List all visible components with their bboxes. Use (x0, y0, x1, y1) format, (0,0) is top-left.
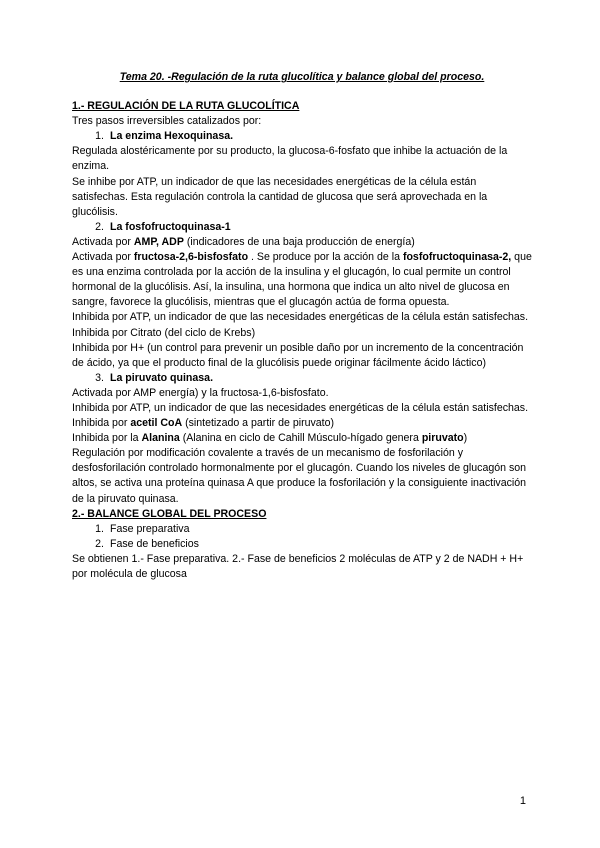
paragraph: Se inhibe por ATP, un indicador de que las necesidades energéticas de la célula están satisfechas. Esta regulación controla la cantidad de glucosa que será aprovechada en la glucólisis. (72, 175, 488, 218)
list-number: 1. (95, 130, 104, 143)
paragraph: Inhibida por H+ (un control para prevenir un posible daño por un incremento de la concentración de ácido, ya que el producto final de la glucólisis puede originar fácilmente ácido láctico) (72, 341, 524, 369)
section1-intro: Tres pasos irreversibles catalizados por: (72, 115, 262, 128)
section1-heading: 1.- REGULACIÓN DE LA RUTA GLUCOLÍTICA (72, 100, 300, 113)
list-label: Fase de beneficios (110, 537, 199, 550)
paragraph: Inhibida por la Alanina (Alanina en ciclo de Cahill Músculo-hígado genera piruvato) (72, 432, 468, 445)
list-item-piruvato-quinasa (72, 371, 532, 386)
paragraph: Se obtienen 1.- Fase preparativa. 2.- Fase de beneficios 2 moléculas de ATP y 2 de NADH + H+ por molécula de glucosa (72, 552, 524, 580)
list-number: 2. (95, 537, 104, 550)
paragraph: Activada por AMP, ADP (indicadores de una baja producción de energía) (72, 235, 415, 248)
paragraph: Regulación por modificación covalente a través de un mecanismo de fosforilación y desfosforilación controlado hormonalmente por el glucagón. Cuando los niveles de glucagón son altos, se activa una proteína quinasa A que produce la fosforilación y la consiguiente inactivación de la piruvato quinasa. (72, 447, 527, 505)
paragraph: Regulada alostéricamente por su producto, la glucosa-6-fosfato que inhibe la actuación de la enzima. (72, 145, 508, 173)
list-label: La enzima Hexoquinasa. (110, 130, 234, 143)
page-number: 1 (519, 795, 526, 807)
paragraph: Inhibida por ATP, un indicador de que las necesidades energéticas de la célula están satisfechas. (72, 311, 529, 324)
list-item-hexoquinasa (72, 129, 532, 144)
list-label: Fase preparativa (110, 522, 190, 535)
list-item-fase-beneficios (72, 537, 532, 552)
list-label: La piruvato quinasa. (110, 371, 214, 384)
paragraph: Activada por fructosa-2,6-bisfosfato . Se produce por la acción de la fosfofructoquinasa-2, que es una enzima controlada por la acción de la insulina y el glucagón, lo cual permite un control hormonal de la glucólisis. Así, la insulina, una hormona que indica un alto nivel de glucosa en sangre, favorece la glucólisis, mientras que el glucagón actúa de forma opuesta. (72, 251, 532, 309)
paragraph: Activada por AMP energía) y la fructosa-1,6-bisfosfato. (72, 386, 329, 399)
document-page (72, 70, 532, 582)
list-number: 3. (95, 371, 104, 384)
list-number: 1. (95, 522, 104, 535)
section2-heading: 2.- BALANCE GLOBAL DEL PROCESO (72, 507, 267, 520)
list-label: La fosfofructoquinasa-1 (110, 220, 231, 233)
list-item-fosfofructoquinasa (72, 220, 532, 235)
paragraph: Inhibida por ATP, un indicador de que las necesidades energéticas de la célula están satisfechas. (72, 401, 529, 414)
list-number: 2. (95, 220, 104, 233)
paragraph: Inhibida por Citrato (del ciclo de Krebs) (72, 326, 256, 339)
document-title: Tema 20. -Regulación de la ruta glucolítica y balance global del proceso. (119, 71, 485, 83)
list-item-fase-preparativa (72, 522, 532, 537)
paragraph: Inhibida por acetil CoA (sintetizado a partir de piruvato) (72, 417, 335, 430)
